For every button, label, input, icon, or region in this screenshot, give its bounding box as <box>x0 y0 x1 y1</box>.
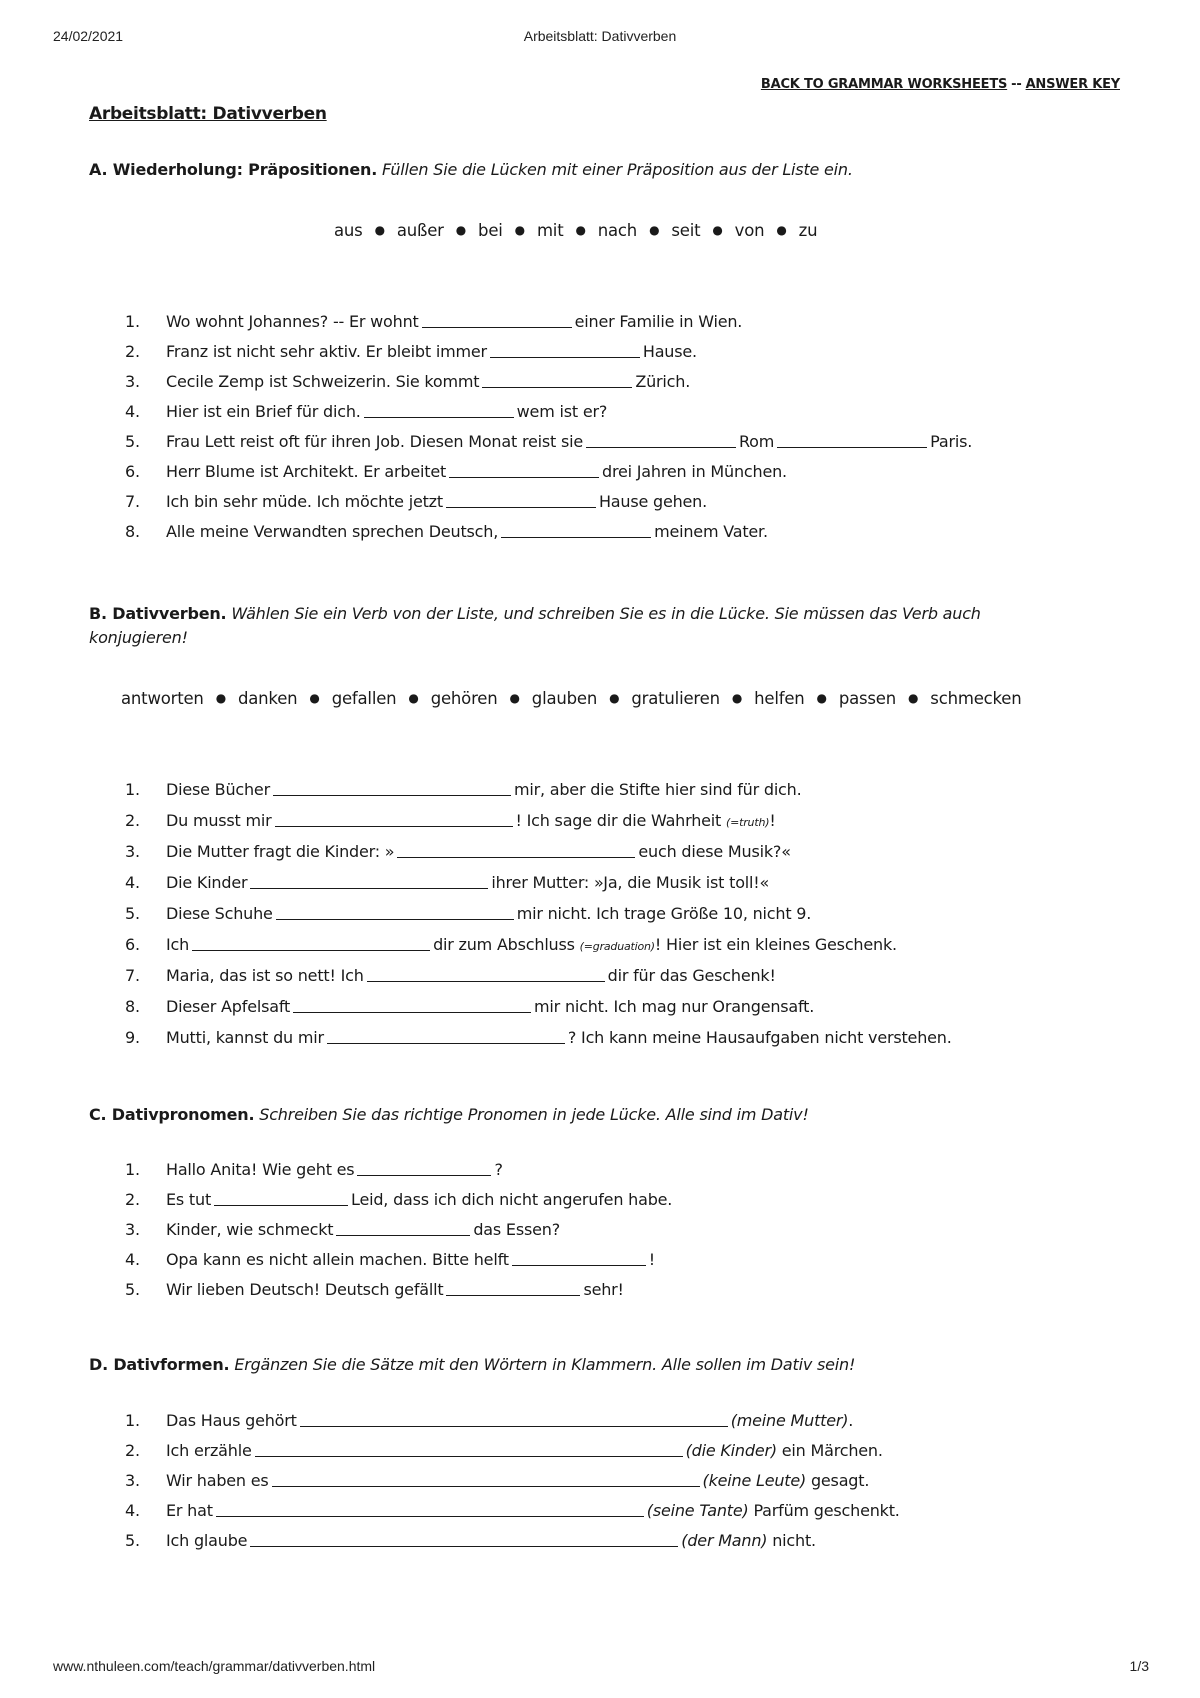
word-bank-item: passen <box>838 689 897 708</box>
answer-blank[interactable] <box>293 998 531 1013</box>
bullet-icon: ● <box>649 223 660 237</box>
answer-blank[interactable] <box>501 523 651 538</box>
word-bank-item: gehören <box>430 689 498 708</box>
answer-blank[interactable] <box>327 1029 565 1044</box>
bullet-icon: ● <box>215 691 226 705</box>
word-bank-item: helfen <box>754 689 805 708</box>
answer-blank[interactable] <box>255 1442 683 1457</box>
answer-blank[interactable] <box>422 313 572 328</box>
word-bank-item: seit <box>671 221 701 240</box>
answer-blank[interactable] <box>357 1161 491 1176</box>
section-a-instruction: Füllen Sie die Lücken mit einer Präposition aus der Liste ein. <box>381 160 853 179</box>
bullet-icon: ● <box>908 691 919 705</box>
answer-blank[interactable] <box>250 1532 678 1547</box>
word-bank-item: schmecken <box>930 689 1022 708</box>
bullet-icon: ● <box>731 691 743 705</box>
section-a-title: A. Wiederholung: Präpositionen. <box>89 160 378 179</box>
answer-blank[interactable] <box>586 433 736 448</box>
answer-blank[interactable] <box>276 905 514 920</box>
word-bank-item: mit <box>536 221 564 240</box>
bullet-icon: ● <box>514 223 525 237</box>
bullet-icon: ● <box>816 691 827 705</box>
section-b-heading <box>89 602 1049 650</box>
print-header <box>0 28 1200 50</box>
word-bank-item: danken <box>237 689 298 708</box>
word-bank-item: aus <box>334 221 363 240</box>
print-footer <box>0 1658 1200 1680</box>
bullet-icon: ● <box>509 691 520 705</box>
word-bank-item: glauben <box>531 689 598 708</box>
bullet-icon: ● <box>609 691 620 705</box>
section-d-title: D. Dativformen. <box>89 1355 230 1374</box>
answer-blank[interactable] <box>446 493 596 508</box>
answer-blank[interactable] <box>397 843 635 858</box>
word-bank-item: gratulieren <box>631 689 720 708</box>
answer-blank[interactable] <box>512 1251 646 1266</box>
bullet-icon: ● <box>455 223 467 237</box>
section-d-instruction: Ergänzen Sie die Sätze mit den Wörtern in Klammern. Alle sollen im Dativ sein! <box>234 1355 856 1374</box>
bullet-icon: ● <box>408 691 419 705</box>
page-url: www.nthuleen.com/teach/grammar/dativverben.html <box>53 1658 376 1674</box>
section-a-word-bank <box>334 221 817 240</box>
section-b-title: B. Dativverben. <box>89 604 227 623</box>
answer-blank[interactable] <box>300 1412 728 1427</box>
page-number: 1/3 <box>1129 1658 1149 1674</box>
answer-key-link[interactable]: ANSWER KEY <box>1025 77 1120 92</box>
answer-blank[interactable] <box>446 1281 580 1296</box>
answer-blank[interactable] <box>192 936 430 951</box>
section-b-word-bank <box>121 689 1022 708</box>
section-c-instruction: Schreiben Sie das richtige Pronomen in jede Lücke. Alle sind im Dativ! <box>259 1105 809 1124</box>
bullet-icon: ● <box>374 223 385 237</box>
answer-blank[interactable] <box>364 403 514 418</box>
answer-blank[interactable] <box>777 433 927 448</box>
section-c-heading <box>89 1103 1049 1127</box>
section-a-heading <box>89 158 1049 182</box>
back-to-grammar-link[interactable]: BACK TO GRAMMAR WORKSHEETS <box>760 77 1008 92</box>
top-links <box>761 77 1120 92</box>
answer-blank[interactable] <box>482 373 632 388</box>
bullet-icon: ● <box>776 223 787 237</box>
print-title: Arbeitsblatt: Dativverben <box>523 28 677 44</box>
word-bank-item: antworten <box>121 689 204 708</box>
bullet-icon: ● <box>575 223 586 237</box>
word-bank-item: bei <box>478 221 503 240</box>
answer-blank[interactable] <box>367 967 605 982</box>
answer-blank[interactable] <box>214 1191 348 1206</box>
answer-blank[interactable] <box>250 874 488 889</box>
word-bank-item: außer <box>396 221 444 240</box>
word-bank-item: von <box>734 221 765 240</box>
answer-blank[interactable] <box>336 1221 470 1236</box>
word-bank-item: nach <box>597 221 638 240</box>
word-bank-item: gefallen <box>331 689 397 708</box>
bullet-icon: ● <box>309 691 320 705</box>
section-d-heading <box>89 1353 1049 1377</box>
section-b-instruction: Wählen Sie ein Verb von der Liste, und schreiben Sie es in die Lücke. Sie müssen das Verb auch konjugieren! <box>89 604 981 647</box>
answer-blank[interactable] <box>272 1472 700 1487</box>
print-date: 24/02/2021 <box>53 28 124 44</box>
answer-blank[interactable] <box>275 812 513 827</box>
link-separator: -- <box>1011 77 1022 92</box>
bullet-icon: ● <box>712 223 723 237</box>
answer-blank[interactable] <box>273 781 511 796</box>
section-c-title: C. Dativpronomen. <box>89 1105 255 1124</box>
answer-blank[interactable] <box>449 463 599 478</box>
page-title: Arbeitsblatt: Dativverben <box>89 104 327 124</box>
word-bank-item: zu <box>798 221 818 240</box>
answer-blank[interactable] <box>216 1502 644 1517</box>
answer-blank[interactable] <box>490 343 640 358</box>
